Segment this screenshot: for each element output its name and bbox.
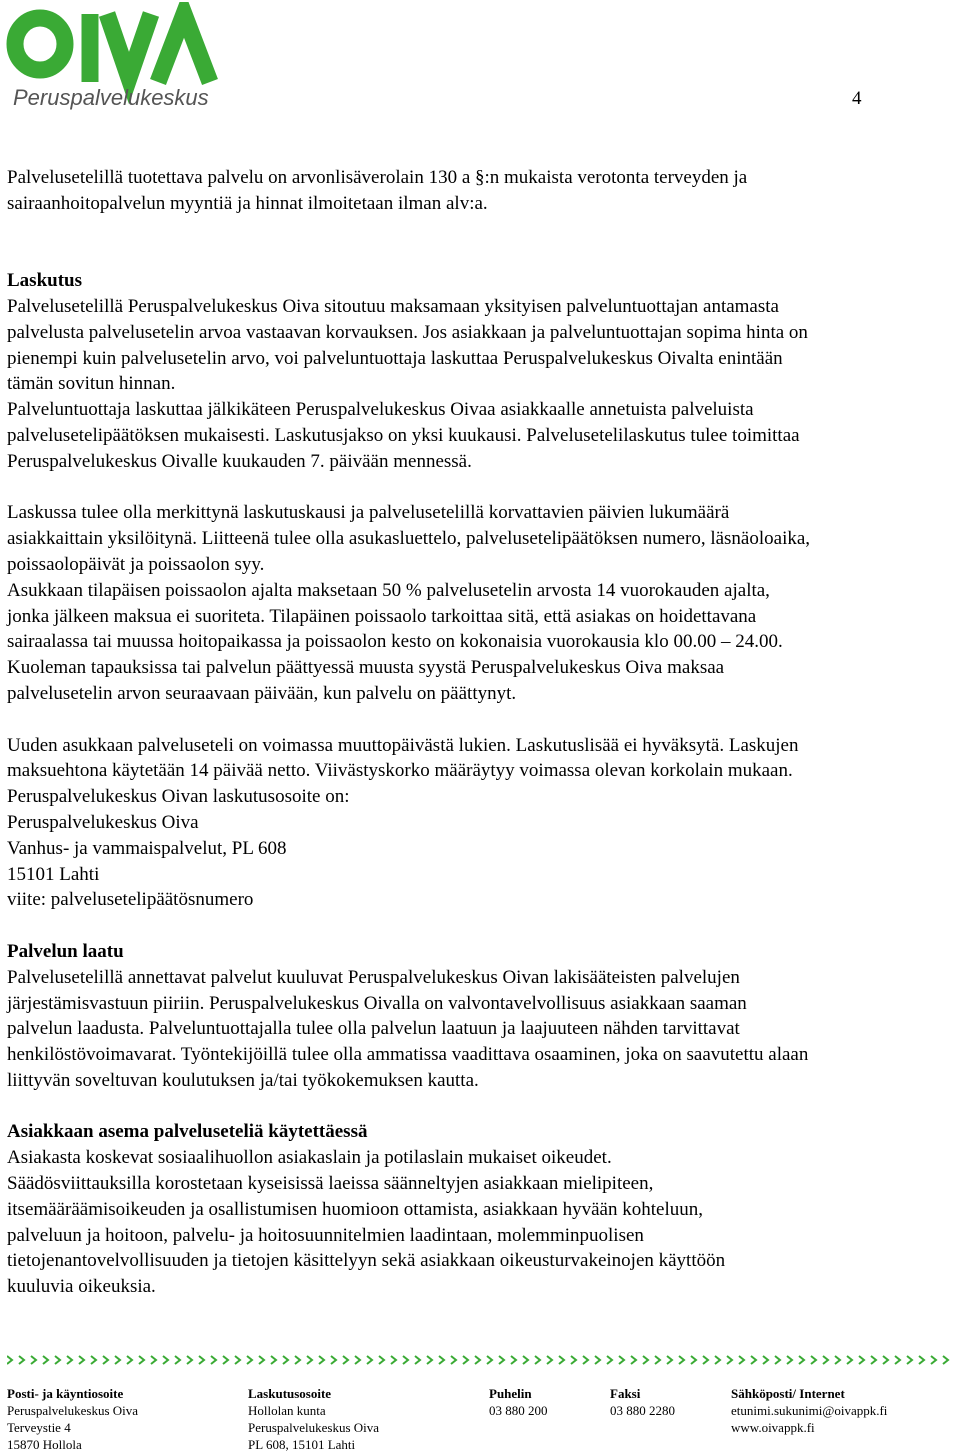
chevron-mark bbox=[295, 1356, 300, 1364]
chevron-mark bbox=[391, 1356, 396, 1364]
text-line: itsemääräämisoikeuden ja osallistumisen huomioon ottamista, asiakkaan hyvään kohteluun, bbox=[7, 1198, 703, 1220]
text-line: Peruspalvelukeskus Oiva bbox=[7, 811, 199, 833]
text-line: Palvelusetelillä annettavat palvelut kuuluvat Peruspalvelukeskus Oivan lakisääteisten palvelujen bbox=[7, 966, 740, 988]
chevron-mark bbox=[211, 1356, 216, 1364]
chevron-mark bbox=[811, 1356, 816, 1364]
text-line: Uuden asukkaan palveluseteli on voimassa muuttopäivästä lukien. Laskutuslisää ei hyväksytä. Laskujen bbox=[7, 734, 799, 756]
text-line: Asukkaan tilapäisen poissaolon ajalta maksetaan 50 % palvelusetelin arvosta 14 vuorokauden ajalta, bbox=[7, 579, 770, 601]
chevron-mark bbox=[571, 1356, 576, 1364]
text-line: kuuluvia oikeuksia. bbox=[7, 1276, 156, 1298]
chevron-mark bbox=[595, 1356, 600, 1364]
chevron-mark bbox=[655, 1356, 660, 1364]
chevron-mark bbox=[691, 1356, 696, 1364]
text-line: palvelusetelin arvon seuraavaan päivään, kun palvelu on päättynyt. bbox=[7, 682, 517, 704]
chevron-mark bbox=[859, 1356, 864, 1364]
chevron-mark bbox=[283, 1356, 288, 1364]
footer-chevron-divider bbox=[7, 1353, 955, 1367]
text-line: maksuehtona käytetään 14 päivää netto. Viivästyskorko määräytyy voimassa olevan korkolain mukaan. bbox=[7, 760, 793, 782]
chevron-mark bbox=[751, 1356, 756, 1364]
asema-paragraph bbox=[7, 1145, 957, 1300]
chevron-mark bbox=[139, 1356, 144, 1364]
text-line: Säädösviittauksilla korostetaan kyseisissä laeissa säänneltyjen asiakkaan mielipiteen, bbox=[7, 1173, 654, 1195]
chevron-mark bbox=[907, 1356, 912, 1364]
chevron-mark bbox=[487, 1356, 492, 1364]
footer-heading: Laskutusosoite bbox=[248, 1386, 332, 1401]
chevron-mark bbox=[451, 1356, 456, 1364]
footer-line: 03 880 200 bbox=[489, 1403, 548, 1418]
footer-heading: Posti- ja käyntiosoite bbox=[7, 1386, 124, 1401]
chevron-mark bbox=[247, 1356, 252, 1364]
footer-heading: Puhelin bbox=[489, 1386, 532, 1401]
text-line: Asiakasta koskevat sosiaalihuollon asiakaslain ja potilaslain mukaiset oikeudet. bbox=[7, 1147, 612, 1169]
text-line: Palvelusetelillä tuotettava palvelu on arvonlisäverolain 130 a §:n mukaista verotonta terveyden ja bbox=[7, 167, 748, 188]
chevron-mark bbox=[319, 1356, 324, 1364]
chevron-mark bbox=[763, 1356, 768, 1364]
logo bbox=[6, 2, 228, 110]
footer-line: PL 608, 15101 Lahti bbox=[248, 1437, 356, 1452]
chevron-mark bbox=[559, 1356, 564, 1364]
chevron-mark bbox=[679, 1356, 684, 1364]
chevron-mark bbox=[499, 1356, 504, 1364]
intro-paragraph bbox=[7, 165, 957, 217]
chevron-mark bbox=[187, 1356, 192, 1364]
chevron-mark bbox=[31, 1356, 36, 1364]
chevron-mark bbox=[895, 1356, 900, 1364]
text-line: palvelusetelipäätöksen mukaisesti. Laskutusjakso on yksi kuukausi. Palvelusetelilaskutus tulee toimittaa bbox=[7, 424, 800, 446]
chevron-mark bbox=[607, 1356, 612, 1364]
text-line: Laskussa tulee olla merkittynä laskutuskausi ja palvelusetelillä korvattavien päivien lukumäärä bbox=[7, 502, 730, 524]
chevron-mark bbox=[367, 1356, 372, 1364]
chevron-mark bbox=[703, 1356, 708, 1364]
text-line: järjestämisvastuun piiriin. Peruspalvelukeskus Oivalla on valvontavelvollisuus asiakkaan saaman bbox=[7, 992, 747, 1014]
asema-heading: Asiakkaan asema palveluseteliä käytettäessä bbox=[7, 1121, 368, 1143]
chevron-mark bbox=[103, 1356, 108, 1364]
chevron-mark bbox=[19, 1356, 24, 1364]
chevron-mark bbox=[787, 1356, 792, 1364]
chevron-mark bbox=[151, 1356, 156, 1364]
chevron-mark bbox=[163, 1356, 168, 1364]
text-line: Palvelusetelillä Peruspalvelukeskus Oiva sitoutuu maksamaan yksityisen palveluntuottajan antamasta bbox=[7, 295, 779, 317]
chevron-mark bbox=[823, 1356, 828, 1364]
text-line: sairaalassa tai muussa hoitopaikassa ja poissaolon kesto on kokonaisia vuorokausia klo 00.00 – 24.00. bbox=[7, 631, 783, 653]
chevron-mark bbox=[847, 1356, 852, 1364]
chevron-mark bbox=[739, 1356, 744, 1364]
text-line: palveluun ja hoitoon, palvelu- ja hoitosuunnitelmien laadintaan, molemminpuolisen bbox=[7, 1224, 644, 1246]
chevron-mark bbox=[235, 1356, 240, 1364]
text-line: tämän sovitun hinnan. bbox=[7, 373, 176, 395]
footer-line: Peruspalvelukeskus Oiva bbox=[248, 1420, 380, 1435]
footer-heading: Faksi bbox=[610, 1386, 641, 1401]
chevron-mark bbox=[547, 1356, 552, 1364]
chevron-mark bbox=[535, 1356, 540, 1364]
chevron-mark bbox=[403, 1356, 408, 1364]
chevron-mark bbox=[619, 1356, 624, 1364]
footer-line: etunimi.sukunimi@oivappk.fi bbox=[731, 1403, 888, 1418]
footer-line: 03 880 2280 bbox=[610, 1403, 675, 1418]
laskutus-paragraph-3 bbox=[7, 733, 957, 914]
footer-column-postal bbox=[7, 1385, 138, 1453]
text-line: Peruspalvelukeskus Oivan laskutusosoite on: bbox=[7, 786, 350, 808]
text-line: 15101 Lahti bbox=[7, 863, 100, 885]
text-line: palvelun laadusta. Palveluntuottajalla tulee olla palvelun laatuun ja laajuuteen nähden tarvittavat bbox=[7, 1018, 740, 1040]
chevron-mark bbox=[799, 1356, 804, 1364]
chevron-mark bbox=[43, 1356, 48, 1364]
footer-line: Peruspalvelukeskus Oiva bbox=[7, 1403, 139, 1418]
text-line: palvelusta palvelusetelin arvoa vastaavan korvauksen. Jos asiakkaan ja palveluntuottajan sopima hinta on bbox=[7, 321, 808, 343]
text-line: Vanhus- ja vammaispalvelut, PL 608 bbox=[7, 837, 287, 859]
chevron-mark bbox=[271, 1356, 276, 1364]
chevron-mark bbox=[91, 1356, 96, 1364]
oiva-logo-image bbox=[6, 2, 228, 110]
text-line: Palveluntuottaja laskuttaa jälkikäteen Peruspalvelukeskus Oivaa asiakkaalle annetuista palveluista bbox=[7, 399, 754, 421]
chevron-mark bbox=[643, 1356, 648, 1364]
text-line: tietojenantovelvollisuuden ja tietojen käsittelyyn sekä asiakkaan oikeusturvakeinojen käyttöön bbox=[7, 1250, 726, 1272]
footer-line: Hollolan kunta bbox=[248, 1403, 326, 1418]
footer-line: www.oivappk.fi bbox=[731, 1420, 815, 1435]
chevron-mark bbox=[919, 1356, 924, 1364]
footer-line: 15870 Hollola bbox=[7, 1437, 82, 1452]
chevron-mark bbox=[199, 1356, 204, 1364]
laatu-heading: Palvelun laatu bbox=[7, 940, 124, 962]
chevron-mark bbox=[883, 1356, 888, 1364]
chevron-mark bbox=[55, 1356, 60, 1364]
document-body bbox=[7, 165, 957, 1300]
laskutus-paragraph-1 bbox=[7, 294, 957, 475]
chevron-mark bbox=[79, 1356, 84, 1364]
chevron-mark bbox=[583, 1356, 588, 1364]
chevron-mark bbox=[67, 1356, 72, 1364]
chevron-mark bbox=[331, 1356, 336, 1364]
footer-line: Terveystie 4 bbox=[7, 1420, 71, 1435]
chevron-mark bbox=[115, 1356, 120, 1364]
laatu-paragraph bbox=[7, 965, 957, 1094]
chevron-mark bbox=[631, 1356, 636, 1364]
chevron-mark bbox=[715, 1356, 720, 1364]
chevron-mark bbox=[475, 1356, 480, 1364]
laskutus-paragraph-2 bbox=[7, 500, 957, 706]
footer-column-email bbox=[731, 1385, 887, 1436]
chevron-mark bbox=[667, 1356, 672, 1364]
chevron-mark bbox=[871, 1356, 876, 1364]
chevron-mark bbox=[427, 1356, 432, 1364]
chevron-mark bbox=[259, 1356, 264, 1364]
laskutus-heading: Laskutus bbox=[7, 270, 82, 292]
footer-column-fax bbox=[610, 1385, 675, 1419]
chevron-mark bbox=[355, 1356, 360, 1364]
chevron-mark bbox=[775, 1356, 780, 1364]
text-line: pienempi kuin palvelusetelin arvo, voi palveluntuottaja laskuttaa Peruspalvelukeskus Oivalta enintään bbox=[7, 347, 783, 369]
chevron-mark bbox=[463, 1356, 468, 1364]
chevron-mark bbox=[835, 1356, 840, 1364]
chevron-mark bbox=[343, 1356, 348, 1364]
text-line: liittyvän soveltuvan koulutuksen ja/tai työkokemuksen kautta. bbox=[7, 1069, 479, 1091]
text-line: Peruspalvelukeskus Oivalle kuukauden 7. päivään mennessä. bbox=[7, 450, 472, 472]
text-line: Kuoleman tapauksissa tai palvelun päättyessä muusta syystä Peruspalvelukeskus Oiva maksaa bbox=[7, 657, 725, 679]
chevron-mark bbox=[127, 1356, 132, 1364]
chevron-mark bbox=[943, 1356, 948, 1364]
text-line: viite: palvelusetelipäätösnumero bbox=[7, 889, 254, 911]
footer-column-billing bbox=[248, 1385, 379, 1453]
chevron-mark bbox=[379, 1356, 384, 1364]
chevron-mark bbox=[7, 1356, 12, 1364]
chevron-mark bbox=[511, 1356, 516, 1364]
chevron-mark bbox=[175, 1356, 180, 1364]
footer-heading: Sähköposti/ Internet bbox=[731, 1386, 845, 1401]
chevron-mark bbox=[439, 1356, 444, 1364]
text-line: sairaanhoitopalvelun myyntiä ja hinnat ilmoitetaan ilman alv:a. bbox=[7, 192, 488, 214]
logo-subtitle: Peruspalvelukeskus bbox=[13, 85, 209, 110]
text-line: henkilöstövoimavarat. Työntekijöillä tulee olla ammatissa vaadittava osaaminen, joka on saavutettu alaan bbox=[7, 1044, 809, 1066]
chevron-mark bbox=[223, 1356, 228, 1364]
chevron-mark bbox=[931, 1356, 936, 1364]
text-line: jonka jälkeen maksua ei suoriteta. Tilapäinen poissaolo tarkoittaa sitä, että asiakas on hoidettavana bbox=[7, 605, 757, 627]
page-number: 4 bbox=[852, 88, 862, 109]
text-line: asiakkaittain yksilöitynä. Liitteenä tulee olla asukasluettelo, palvelusetelipäätöksen numero, läsnäoloaika, bbox=[7, 528, 811, 550]
chevron-mark bbox=[727, 1356, 732, 1364]
chevron-mark bbox=[523, 1356, 528, 1364]
chevron-mark bbox=[415, 1356, 420, 1364]
chevron-mark bbox=[307, 1356, 312, 1364]
footer-column-phone bbox=[489, 1385, 548, 1419]
text-line: poissaolopäivät ja poissaolon syy. bbox=[7, 553, 265, 575]
